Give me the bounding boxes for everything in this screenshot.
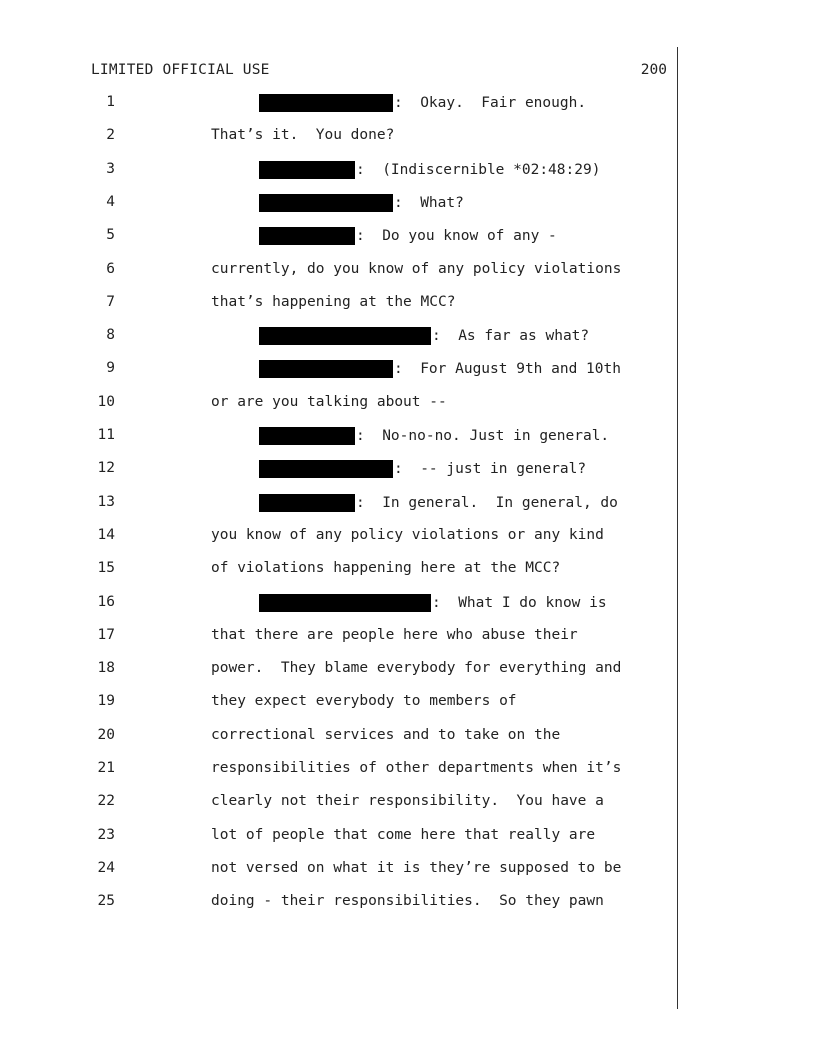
line-text: not versed on what it is they’re supposed to be — [211, 859, 622, 876]
header-classification: LIMITED OFFICIAL USE — [91, 62, 270, 78]
line-text: doing - their responsibilities. So they pawn — [211, 893, 604, 910]
transcript-line — [0, 427, 677, 447]
line-number: 17 — [97, 626, 115, 643]
transcript-line — [0, 327, 677, 347]
line-text: that there are people here who abuse their — [211, 626, 578, 643]
line-number: 5 — [106, 227, 115, 244]
line-text: currently, do you know of any policy violations — [211, 260, 622, 277]
redaction-box — [259, 360, 393, 378]
line-number: 18 — [97, 660, 115, 677]
line-number: 10 — [97, 393, 115, 410]
line-number: 1 — [106, 94, 115, 110]
transcript-line — [0, 660, 677, 680]
transcript-line — [0, 94, 677, 114]
line-text: responsibilities of other departments when it’s — [211, 760, 622, 776]
redaction-box — [259, 494, 355, 512]
line-text: : (Indiscernible *02:48:29) — [356, 161, 601, 178]
line-text: lot of people that come here that really are — [211, 826, 596, 843]
line-number: 6 — [106, 260, 115, 277]
line-text: : For August 9th and 10th — [394, 361, 621, 378]
transcript-line — [0, 394, 677, 414]
line-text: correctional services and to take on the — [211, 726, 561, 743]
transcript-line — [0, 460, 677, 480]
line-text: : No-no-no. Just in general. — [356, 428, 610, 444]
line-number: 12 — [97, 460, 115, 477]
transcript-line — [0, 261, 677, 281]
line-text: they expect everybody to members of — [211, 693, 517, 710]
redaction-box — [259, 594, 431, 612]
transcript-line — [0, 793, 677, 813]
redaction-box — [259, 94, 393, 112]
speaker-line — [259, 494, 618, 512]
line-text: : What? — [394, 194, 464, 211]
transcript-line — [0, 294, 677, 314]
redaction-box — [259, 427, 355, 445]
transcript-line — [0, 893, 677, 913]
line-text: clearly not their responsibility. You have a — [211, 793, 604, 810]
line-text: you know of any policy violations or any kind — [211, 526, 604, 543]
line-number: 8 — [106, 327, 115, 344]
line-number: 9 — [106, 360, 115, 377]
redaction-box — [259, 194, 393, 212]
transcript-line — [0, 627, 677, 647]
speaker-line — [259, 227, 557, 245]
speaker-line — [259, 194, 464, 212]
speaker-line — [259, 594, 607, 612]
line-number: 11 — [97, 427, 115, 443]
line-text: or are you talking about -- — [211, 393, 447, 410]
line-number: 19 — [97, 693, 115, 710]
line-number: 15 — [97, 560, 115, 577]
line-number: 3 — [106, 160, 115, 177]
line-number: 13 — [97, 493, 115, 510]
transcript-line — [0, 727, 677, 747]
line-number: 7 — [106, 293, 115, 310]
redaction-box — [259, 327, 431, 345]
speaker-line — [259, 360, 621, 378]
line-text: That’s it. You done? — [211, 127, 395, 144]
transcript-line — [0, 527, 677, 547]
speaker-line — [259, 427, 609, 445]
transcript-line — [0, 860, 677, 880]
redaction-box — [259, 161, 355, 179]
line-number: 16 — [97, 593, 115, 610]
line-number: 2 — [106, 127, 115, 144]
line-number: 25 — [97, 893, 115, 910]
line-text: : -- just in general? — [394, 461, 587, 478]
line-text: power. They blame everybody for everything and — [211, 660, 622, 677]
line-number: 14 — [97, 526, 115, 543]
line-text: : Do you know of any - — [356, 228, 557, 245]
transcript-line — [0, 360, 677, 380]
transcript-line — [0, 161, 677, 181]
transcript-line — [0, 760, 677, 780]
speaker-line — [259, 327, 589, 345]
right-margin-rule — [677, 47, 678, 1009]
redaction-box — [259, 227, 355, 245]
speaker-line — [259, 460, 586, 478]
transcript-line — [0, 494, 677, 514]
transcript-line — [0, 693, 677, 713]
transcript-line — [0, 560, 677, 580]
line-number: 22 — [97, 793, 115, 810]
line-number: 4 — [106, 193, 115, 210]
line-number: 23 — [97, 826, 115, 843]
transcript-line — [0, 127, 677, 147]
line-number: 20 — [97, 726, 115, 743]
line-text: : As far as what? — [432, 328, 590, 345]
line-text: that’s happening at the MCC? — [211, 293, 456, 310]
line-text: of violations happening here at the MCC? — [211, 560, 561, 577]
line-number: 21 — [97, 760, 115, 776]
line-text: : Okay. Fair enough. — [394, 95, 587, 111]
speaker-line — [259, 161, 600, 179]
transcript-line — [0, 594, 677, 614]
transcript-line — [0, 827, 677, 847]
page-number: 200 — [640, 62, 667, 78]
transcript-line — [0, 227, 677, 247]
line-number: 24 — [97, 859, 115, 876]
line-text: : What I do know is — [432, 594, 607, 611]
speaker-line — [259, 94, 586, 112]
redaction-box — [259, 460, 393, 478]
transcript-line — [0, 194, 677, 214]
line-text: : In general. In general, do — [356, 494, 618, 511]
